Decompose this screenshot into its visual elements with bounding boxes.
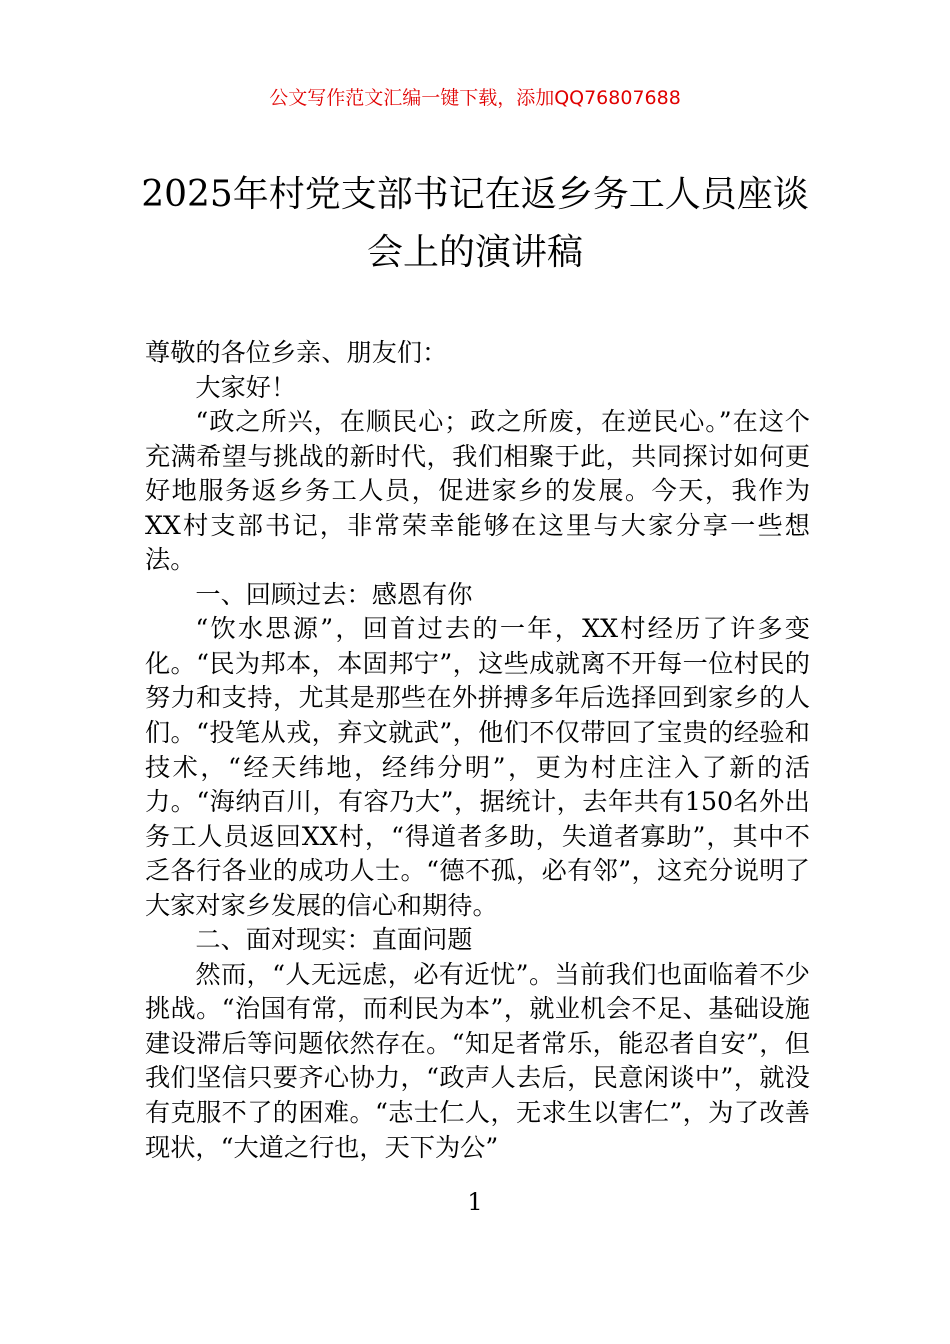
greeting: 大家好！: [195, 372, 297, 402]
section-paragraph-2: 然而，“人无远虑，必有近忧”。当前我们也面临着不少挑战。“治国有常，而利民为本”，就业机会不足、基础设施建设滞后等问题依然存在。“知足者常乐，能忍者自安”，但我们坚信只要齐心协力，“政声人去后，民意闲谈中”，就没有克服不了的困难。“志士仁人，无求生以害仁”，为了改善现状，“大道之行也，天下为公”: [145, 959, 810, 1162]
promo-banner: 公文写作范文汇编一键下载，添加QQ76807688: [269, 87, 681, 109]
section-heading-1: 一、回顾过去：感恩有你: [195, 579, 473, 609]
intro-paragraph: “政之所兴，在顺民心；政之所废，在逆民心。”在这个充满希望与挑战的新时代，我们相聚于此，共同探讨如何更好地服务返乡务工人员，促进家乡的发展。今天，我作为XX村支部书记，非常荣幸能够在这里与大家分享一些想法。: [145, 407, 810, 575]
salutation: 尊敬的各位乡亲、朋友们：: [145, 338, 448, 367]
document-body: [145, 336, 810, 1165]
page-number: 1: [467, 1188, 483, 1216]
section-paragraph-1: “饮水思源”，回首过去的一年，XX村经历了许多变化。“民为邦本，本固邦宁”，这些成就离不开每一位村民的努力和支持，尤其是那些在外拼搏多年后选择回到家乡的人们。“投笔从戎，弃文就武”，他们不仅带回了宝贵的经验和技术，“经天纬地，经纬分明”，更为村庄注入了新的活力。“海纳百川，有容乃大”，据统计，去年共有150名外出务工人员返回XX村，“得道者多助，失道者寡助”，其中不乏各行各业的成功人士。“德不孤，必有邻”，这充分说明了大家对家乡发展的信心和期待。: [145, 614, 810, 920]
title-line-2: 会上的演讲稿: [366, 232, 583, 273]
title-line-1: 2025年村党支部书记在返乡务工人员座谈: [141, 174, 809, 215]
document-title: [130, 166, 820, 282]
section-heading-2: 二、面对现实：直面问题: [195, 925, 473, 955]
